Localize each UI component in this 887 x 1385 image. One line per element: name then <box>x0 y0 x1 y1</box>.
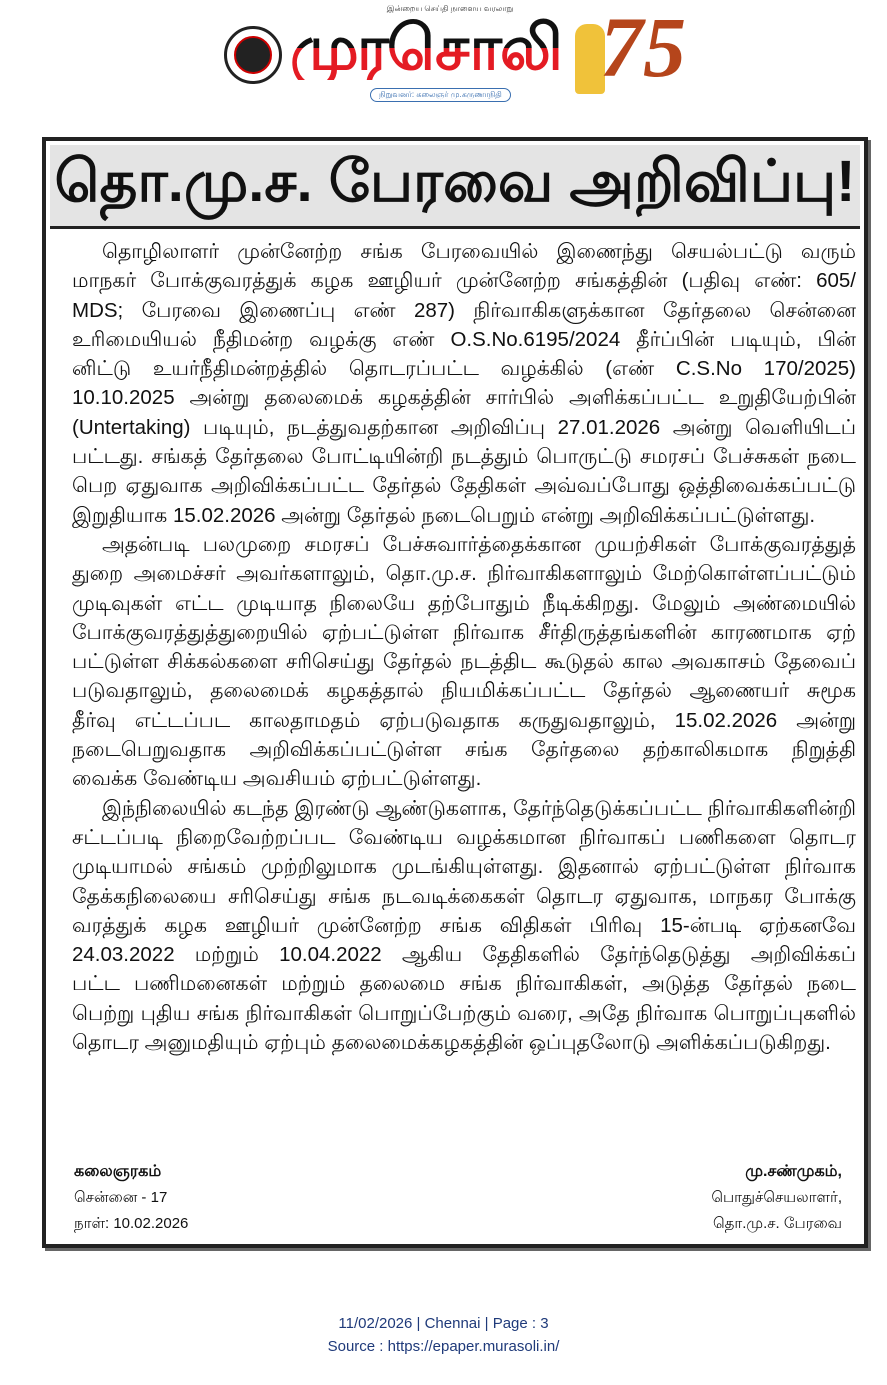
text-line: மாநகர் போக்குவரத்துக் கழக ஊழியர் முன்னேற்ற சங்கத்தின் (பதிவு எண்: 605/ <box>72 269 856 293</box>
text-line: போக்குவரத்துத்துறையில் ஏற்பட்டுள்ள நிர்வாக சீர்திருத்தங்களின் காரணமாக ஏற் <box>72 620 856 644</box>
text-line: னிட்டு உயர்நீதிமன்றத்தில் தொடரப்பட்ட வழக்கில் (எண் C.S.No 170/2025) <box>72 357 856 381</box>
text-line: பட்ட பணிமனைகள் மற்றும் தலைமை சங்க நிர்வாகிகள், அடுத்த தேர்தல் நடை <box>72 972 856 996</box>
edition-info: 11/02/2026 | Chennai | Page : 3 <box>338 1315 549 1332</box>
notice-box <box>42 137 868 1248</box>
paragraph <box>72 530 856 794</box>
title-band <box>50 145 860 229</box>
text-line: தேக்கநிலையை சரிசெய்து சங்க நடவடிக்கைகள் தொடர ஏதுவாக, மாநகர போக்கு <box>72 884 856 908</box>
page-footer <box>0 1312 887 1358</box>
source-link[interactable]: Source : https://epaper.murasoli.in/ <box>327 1338 560 1355</box>
text-line: அதன்படி பலமுறை சமரசப் பேச்சுவார்த்தைக்கான முயற்சிகள் போக்குவரத்துத் <box>102 532 856 556</box>
text-line: தீர்வு எட்டப்பட காலதாமதம் ஏற்படுவதாக கருதுவதாலும், 15.02.2026 அன்று <box>72 708 856 732</box>
emblem-icon <box>224 26 282 84</box>
paragraph <box>72 794 856 1058</box>
text-line: முடிவுகள் எட்ட முடியாத நிலையே தற்போதும் நீடிக்கிறது. மேலும் அண்மையில் <box>72 591 856 615</box>
anniversary-mark: 75 <box>600 0 686 95</box>
text-line: பட்டது. சங்கத் தேர்தலை போட்டியின்றி நடத்தும் பொருட்டு சமரசப் பேச்சுகள் நடை <box>72 445 856 469</box>
text-line: (Untertaking) படியும், நடத்துவதற்கான அறிவிப்பு 27.01.2026 அன்று வெளியிடப் <box>72 415 856 439</box>
text-line: தொடர அனுமதியும் ஏற்பும் தலைமைக்கழகத்தின் ஒப்புதலோடு அளிக்கப்படுகிறது. <box>72 1031 831 1055</box>
signature-right <box>711 1159 842 1237</box>
text-line: சட்டப்படி நிறைவேற்றப்பட வேண்டிய வழக்கமான நிர்வாகப் பணிகளை தொடர <box>72 825 856 849</box>
text-line: படுவதாலும், தலைமைக் கழகத்தால் நியமிக்கப்பட்ட தேர்தல் ஆணையர் சுமூக <box>72 679 856 703</box>
text-line: இறுதியாக 15.02.2026 அன்று தேர்தல் நடைபெறும் என்று அறிவிக்கப்பட்டுள்ளது. <box>72 503 816 527</box>
notice-body <box>72 237 856 1057</box>
text-line: 24.03.2022 மற்றும் 10.04.2022 ஆகிய தேதிகளில் தேர்ந்தெடுத்து அறிவிக்கப் <box>72 943 856 967</box>
text-line: வைக்க வேண்டிய அவசியம் ஏற்பட்டுள்ளது. <box>72 767 482 791</box>
notice-title: தொ.மு.ச. பேரவை அறிவிப்பு! <box>54 149 856 214</box>
text-line: இந்நிலையில் கடந்த இரண்டு ஆண்டுகளாக, தேர்ந்தெடுக்கப்பட்ட நிர்வாகிகளின்றி <box>102 796 856 820</box>
signer-name: மு.சண்முகம், <box>745 1163 842 1180</box>
sign-date: நாள்: 10.02.2026 <box>74 1215 189 1232</box>
text-line: நடைபெறுவதாக அறிவிக்கப்பட்டுள்ள சங்க தேர்தலை தற்காலிகமாக நிறுத்தி <box>72 738 856 762</box>
signer-org: தொ.மு.ச. பேரவை <box>712 1215 842 1232</box>
text-line: தொழிலாளர் முன்னேற்ற சங்க பேரவையில் இணைந்து செயல்பட்டு வரும் <box>102 240 856 263</box>
signer-designation: பொதுச்செயலாளர், <box>711 1189 842 1206</box>
text-line: முடியாமல் சங்கம் முற்றிலுமாக முடங்கியுள்ளது. இதனால் ஏற்பட்டுள்ள நிர்வாக <box>72 855 856 879</box>
text-line: வரத்துக் கழக ஊழியர் முன்னேற்ற சங்க விதிகள் பிரிவு 15-ன்படி ஏற்கனவே <box>72 913 856 937</box>
signature-left <box>74 1159 188 1237</box>
text-line: உரிமையியல் நீதிமன்ற வழக்கு எண் O.S.No.6195/2024 தீர்ப்பின் படியும், பின் <box>72 327 856 351</box>
text-line: MDS; பேரவை இணைப்பு எண் 287) நிர்வாகிகளுக்கான தேர்தலை சென்னை <box>72 298 856 322</box>
text-line: துறை அமைச்சர் அவர்களாலும், தொ.மு.ச. நிர்வாகிகளாலும் மேற்கொள்ளப்பட்டும் <box>72 562 856 586</box>
newspaper-name: முரசொலி <box>290 14 561 83</box>
text-line: பெற்று புதிய சங்க நிர்வாகிகள் பொறுப்பேற்கும் வரை, அதே நிர்வாக பொறுப்புகளில் <box>72 1001 856 1025</box>
sign-city: சென்னை - 17 <box>74 1189 168 1206</box>
text-line: பட்டுள்ள சிக்கல்களை சரிசெய்து தேர்தல் நடத்திட கூடுதல் கால அவகாசம் தேவைப் <box>72 650 856 674</box>
founder-label: நிறுவனர்: கலைஞர் மு.கருணாநிதி <box>370 88 511 102</box>
tagline: இன்றைய செய்தி நாளைய வரலாறு <box>386 4 514 13</box>
masthead-logo <box>220 0 686 104</box>
paragraph <box>72 237 856 530</box>
text-line: 10.10.2025 அன்று தலைமைக் கழகத்தின் சார்பில் அளிக்கப்பட்ட உறுதியேற்பின் <box>72 386 856 410</box>
text-line: பெற ஏதுவாக அறிவிக்கப்பட்ட தேர்தல் தேதிகள் அவ்வப்போது ஒத்திவைக்கப்பட்டு <box>72 474 856 498</box>
sign-place: கலைஞரகம் <box>74 1163 162 1180</box>
